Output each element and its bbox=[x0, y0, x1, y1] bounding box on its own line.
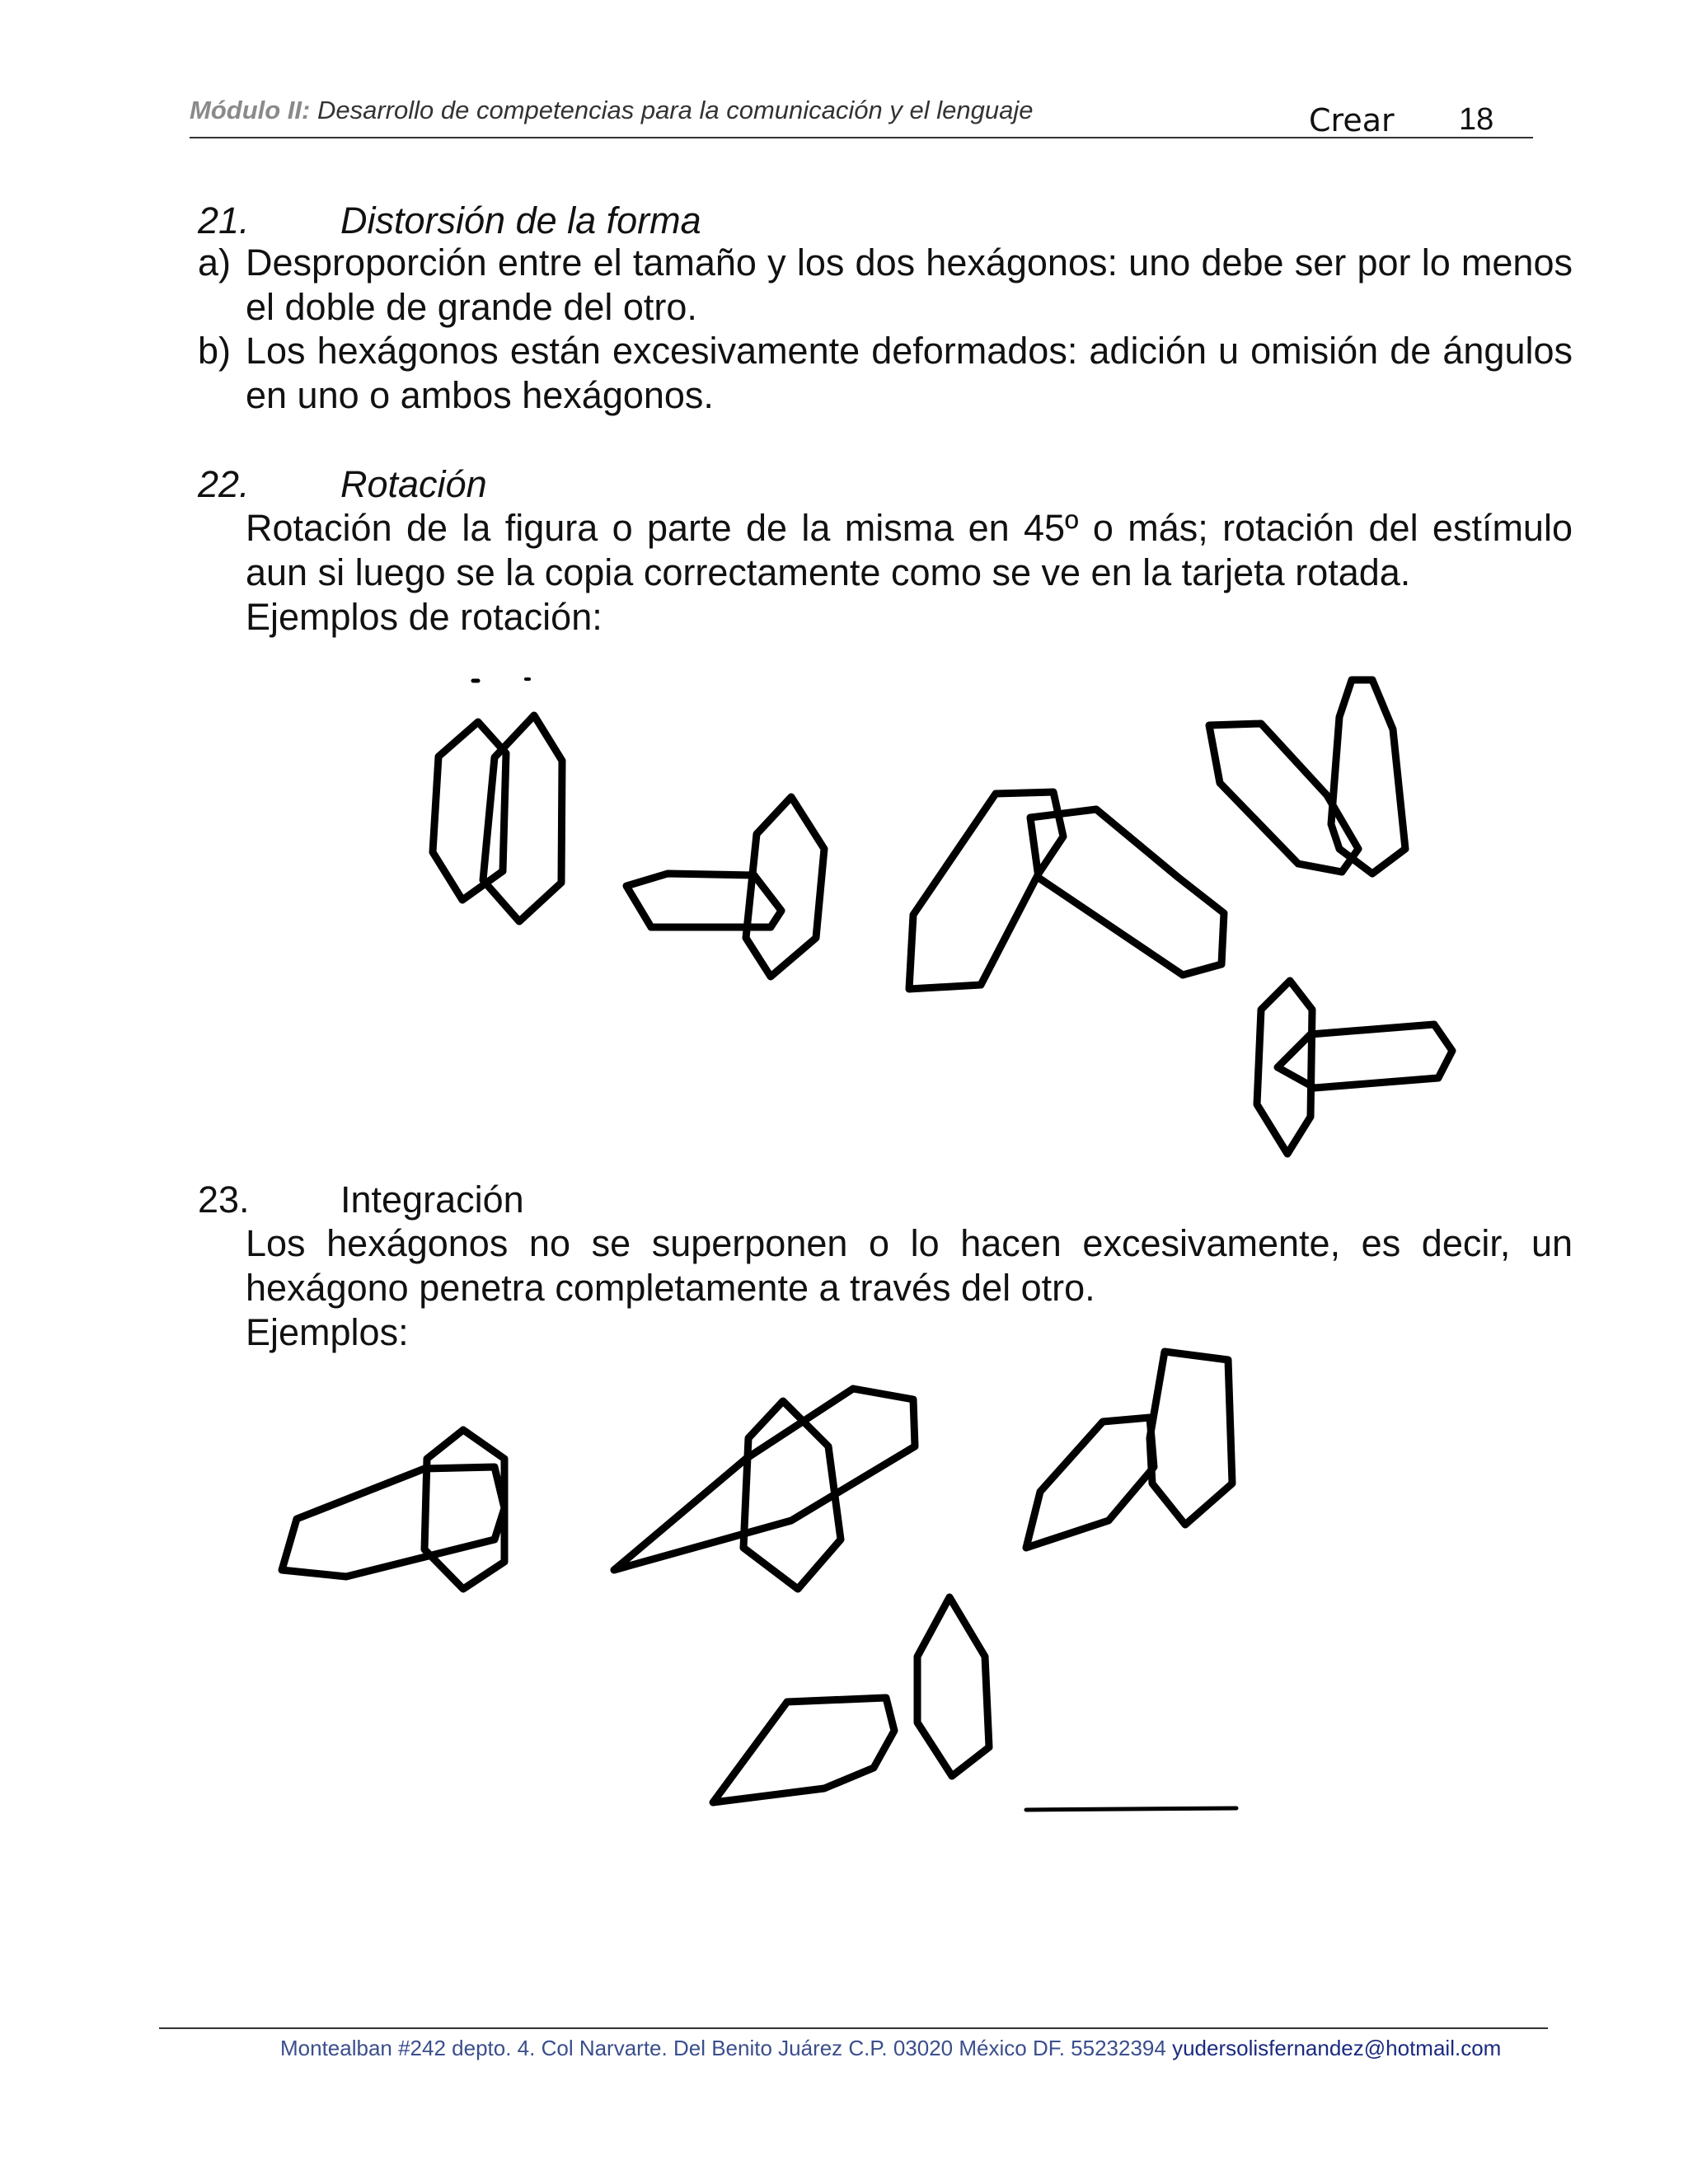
item-21-b-text: Los hexágonos están excesivamente deformados: adición u omisión de ángulos en uno o ambos hexágonos. bbox=[246, 330, 1573, 416]
item-21-a-marker: a) bbox=[198, 241, 232, 284]
item-23-number: 23. bbox=[198, 1179, 250, 1221]
footer-divider bbox=[159, 2027, 1548, 2029]
item-21-b-marker: b) bbox=[198, 330, 232, 372]
integration-example-4 bbox=[713, 1597, 989, 1802]
header-section-name: Crear bbox=[1309, 102, 1395, 138]
footer-email-link[interactable]: yudersolisfernandez@hotmail.com bbox=[1172, 2036, 1502, 2060]
item-22-text: Rotación de la figura o parte de la misma en 45º o más; rotación del estímulo aun si luego se la copia correctamente como se ve en la tarjeta rotada. bbox=[246, 507, 1573, 593]
integration-example-2 bbox=[614, 1389, 915, 1589]
item-21-a-text: Desproporción entre el tamaño y los dos hexágonos: uno debe ser por lo menos el doble de grande del otro. bbox=[246, 241, 1573, 328]
item-22-title: Rotación bbox=[340, 463, 487, 505]
item-21-title: Distorsión de la forma bbox=[340, 199, 701, 241]
item-23-examples-label: Ejemplos: bbox=[246, 1311, 409, 1353]
module-title: Desarrollo de competencias para la comunicación y el lenguaje bbox=[316, 96, 1034, 124]
integration-example-3 bbox=[1026, 1352, 1232, 1548]
footer-address: Montealban #242 depto. 4. Col Narvarte. Del Benito Juárez C.P. 03020 México DF. 55232394 bbox=[280, 2036, 1173, 2060]
integration-example-1 bbox=[282, 1430, 504, 1589]
item-23-text: Los hexágonos no se superponen o lo hacen excesivamente, es decir, un hexágono penetra completamente a través del otro. bbox=[246, 1222, 1573, 1309]
page-number: 18 bbox=[1459, 102, 1494, 137]
item-21-number: 21. bbox=[198, 199, 250, 241]
item-22-examples-label: Ejemplos de rotación: bbox=[246, 596, 603, 638]
item-23-title: Integración bbox=[340, 1179, 524, 1221]
integration-baseline-stroke bbox=[1026, 1808, 1236, 1810]
module-label: Módulo II: bbox=[190, 96, 311, 124]
item-22-number: 22. bbox=[198, 463, 250, 505]
footer-contact bbox=[280, 2036, 1501, 2061]
